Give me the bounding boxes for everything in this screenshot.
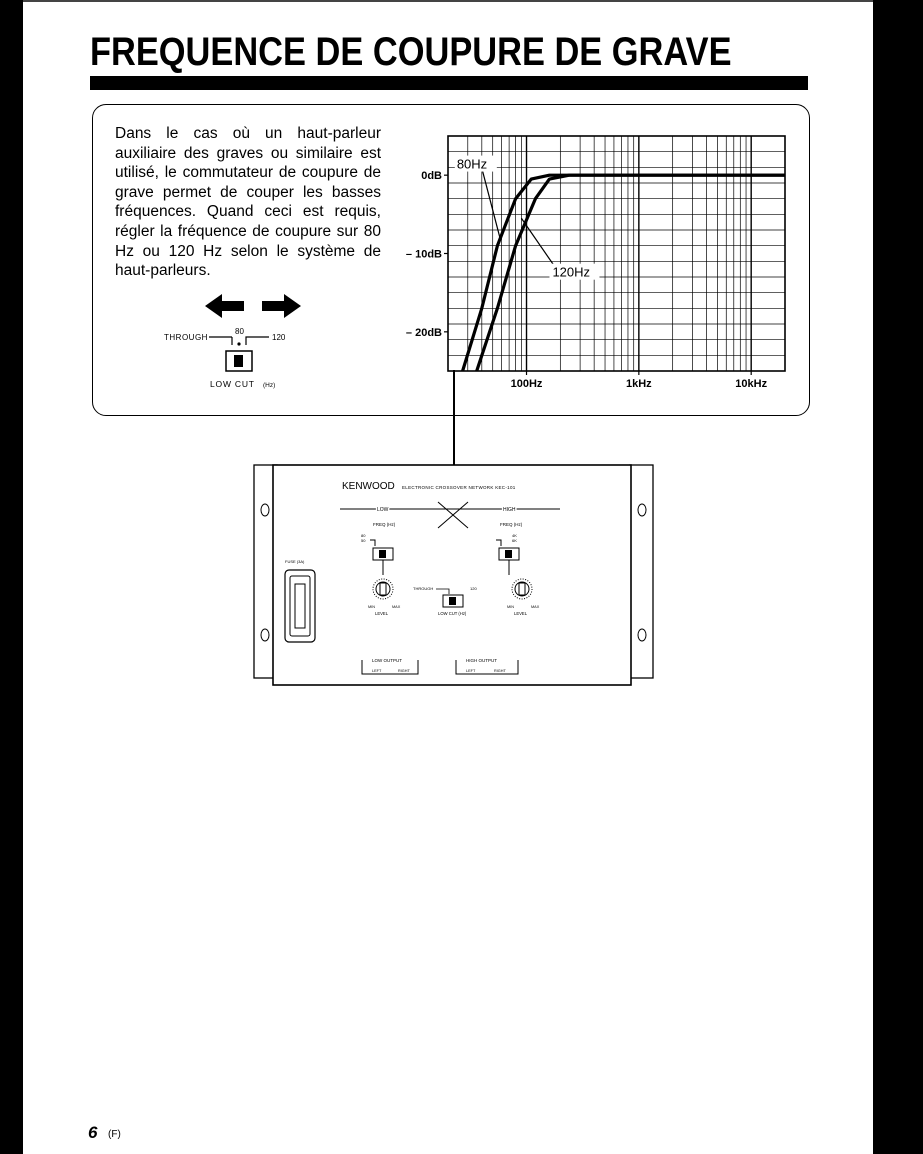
setting-80-label: 80 bbox=[235, 327, 244, 336]
scan-edge-right bbox=[873, 0, 923, 1154]
low-freq-option-50: 50 bbox=[361, 538, 366, 543]
panel-120-label: 120 bbox=[470, 586, 477, 591]
chart-series bbox=[463, 175, 785, 371]
high-max-label: MAX bbox=[531, 605, 540, 609]
arrow-left-icon bbox=[205, 294, 244, 318]
y-axis-ticks bbox=[406, 170, 448, 339]
low-min-label: MIN bbox=[368, 605, 375, 609]
top-rule bbox=[23, 0, 873, 2]
high-freq-option-6k: 6K bbox=[512, 538, 517, 543]
series-line-80Hz bbox=[463, 175, 785, 371]
annotation-label-120hz: 120Hz bbox=[552, 264, 591, 280]
series-line-120Hz bbox=[477, 175, 785, 371]
annotation-label-80hz: 80Hz bbox=[456, 156, 488, 172]
high-output-left: LEFT bbox=[466, 669, 476, 673]
high-level-label: LEVEL bbox=[514, 611, 528, 616]
low-output-label: LOW OUTPUT bbox=[372, 658, 402, 663]
chart-grid bbox=[448, 136, 785, 371]
low-level-label: LEVEL bbox=[375, 611, 389, 616]
page-language-code: (F) bbox=[108, 1129, 121, 1140]
y-tick-label: 0dB bbox=[421, 170, 442, 183]
x-tick-label: 10kHz bbox=[735, 378, 768, 390]
panel-through-label: THROUGH bbox=[413, 586, 434, 591]
scan-edge-left bbox=[0, 0, 23, 1154]
high-freq-option-4k: 4K bbox=[512, 533, 517, 538]
low-max-label: MAX bbox=[392, 605, 401, 609]
chart-frame bbox=[448, 136, 785, 371]
device-front-panel bbox=[273, 465, 631, 685]
panel-low-cut-label: LOW CUT (Hz) bbox=[438, 611, 467, 616]
low-freq-option-80: 80 bbox=[361, 533, 366, 538]
x-tick-label: 1kHz bbox=[626, 378, 652, 390]
low-cut-label: LOW CUT bbox=[210, 379, 255, 389]
model-label: ELECTRONIC CROSSOVER NETWORK KEC-101 bbox=[402, 485, 516, 490]
y-tick-label: – 20dB bbox=[405, 326, 442, 339]
setting-120-label: 120 bbox=[272, 333, 286, 342]
arrow-right-icon bbox=[262, 294, 301, 318]
low-section-label: LOW bbox=[377, 507, 389, 513]
high-min-label: MIN bbox=[507, 605, 514, 609]
y-tick-label: – 10dB bbox=[405, 248, 442, 261]
page-number: 6 bbox=[88, 1123, 98, 1142]
high-freq-label: FREQ (Hz) bbox=[500, 522, 523, 527]
high-output-right: RIGHT bbox=[494, 669, 506, 673]
unit-label: (Hz) bbox=[263, 382, 276, 389]
front-panel-illustration bbox=[250, 462, 660, 690]
body-paragraph: Dans le cas où un haut-parleur auxiliaire des graves ou similaire est utilisé, le commutateur de coupure de grave permet de couper les basses fréquences. Quand ceci est requis, régler la fréquence de coupure sur 80 Hz ou 120 Hz selon le système de haut-parleurs. bbox=[115, 125, 381, 280]
title-underline-bar bbox=[90, 76, 808, 90]
high-section-label: HIGH bbox=[503, 507, 516, 513]
low-output-right: RIGHT bbox=[398, 669, 410, 673]
through-label: THROUGH bbox=[164, 333, 208, 342]
high-output-label: HIGH OUTPUT bbox=[466, 658, 497, 663]
low-output-left: LEFT bbox=[372, 669, 382, 673]
brand-label: KENWOOD bbox=[342, 481, 395, 492]
annotation-pointer-80hz bbox=[481, 163, 500, 237]
fuse-label: FUSE (3A) bbox=[285, 559, 305, 564]
page-title: FREQUENCE DE COUPURE DE GRAVE bbox=[90, 30, 732, 74]
x-tick-label: 100Hz bbox=[510, 378, 543, 390]
x-axis-ticks bbox=[511, 371, 768, 390]
low-freq-label: FREQ (Hz) bbox=[373, 522, 396, 527]
frequency-response-chart bbox=[395, 124, 795, 396]
switch-illustration bbox=[160, 288, 310, 400]
